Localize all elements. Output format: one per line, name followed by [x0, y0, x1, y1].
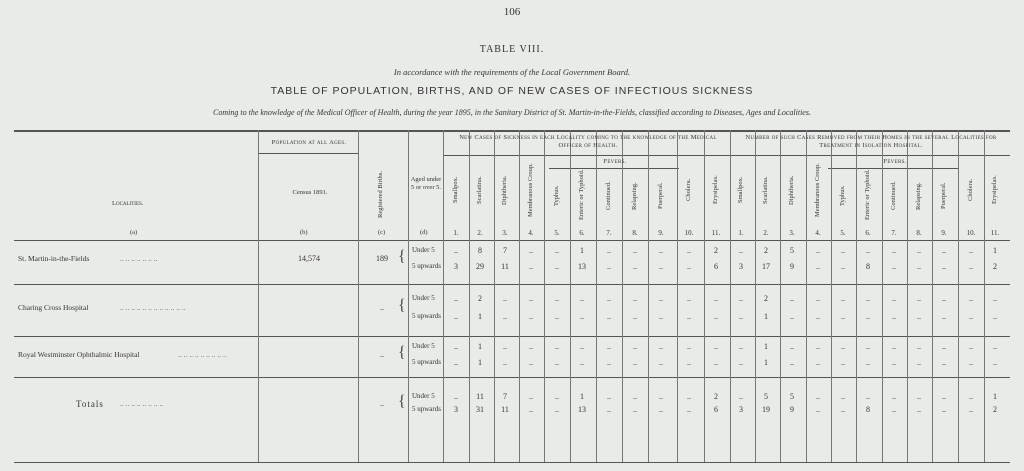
- case-royal-westminster-ophthalmic-hospital-under5-6: ..: [580, 342, 584, 351]
- removed-royal-westminster-ophthalmic-hospital-over5-10: ..: [969, 358, 973, 367]
- removed-charing-cross-hospital-under5-11: ..: [993, 294, 997, 303]
- fever-rule-cases: [549, 168, 679, 169]
- case-totals-over5-7: ..: [607, 405, 611, 414]
- removed-royal-westminster-ophthalmic-hospital-over5-11: ..: [993, 358, 997, 367]
- case-totals-over5-10: ..: [687, 405, 691, 414]
- locality-dots-charing-cross-hospital: .. .. .. .. .. .. .. .. .. .. .. ..: [120, 303, 186, 312]
- header-removed-puerperal: Puerperal.: [940, 182, 947, 210]
- header-removed-membranous-croup: Membranous Croup.: [814, 163, 821, 217]
- header-col-b: (b): [300, 229, 308, 236]
- removed-st-martin-in-the-fields-over5-5: ..: [841, 262, 845, 271]
- age-under5-st-martin-in-the-fields: Under 5: [412, 246, 435, 254]
- removed-totals-over5-1: 3: [739, 405, 743, 414]
- births-charing-cross-hospital: ..: [380, 303, 384, 312]
- header-case-cholera: Cholera.: [685, 178, 692, 202]
- removed-charing-cross-hospital-over5-11: ..: [993, 312, 997, 321]
- header-removed-typhus: Typhus.: [839, 185, 846, 207]
- case-royal-westminster-ophthalmic-hospital-over5-2: 1: [478, 358, 482, 367]
- removed-charing-cross-hospital-under5-1: ..: [739, 294, 743, 303]
- table-rule-1: [14, 377, 1010, 378]
- case-st-martin-in-the-fields-under5-5: ..: [555, 246, 559, 255]
- removed-st-martin-in-the-fields-under5-8: ..: [917, 246, 921, 255]
- case-royal-westminster-ophthalmic-hospital-under5-11: ..: [714, 342, 718, 351]
- case-charing-cross-hospital-under5-8: ..: [633, 294, 637, 303]
- locality-royal-westminster-ophthalmic-hospital: Royal Westminster Ophthalmic Hospital: [18, 350, 140, 359]
- case-totals-under5-9: ..: [659, 392, 663, 401]
- case-royal-westminster-ophthalmic-hospital-under5-9: ..: [659, 342, 663, 351]
- locality-dots-royal-westminster-ophthalmic-hospital: .. .. .. .. .. .. .. .. ..: [178, 350, 227, 359]
- case-st-martin-in-the-fields-under5-8: ..: [633, 246, 637, 255]
- removed-charing-cross-hospital-under5-6: ..: [866, 294, 870, 303]
- removed-st-martin-in-the-fields-under5-11: 1: [993, 246, 997, 255]
- case-totals-under5-1: ..: [454, 392, 458, 401]
- header-case-number-4: 4.: [528, 229, 534, 237]
- age-over5-charing-cross-hospital: 5 upwards: [412, 312, 441, 320]
- removed-charing-cross-hospital-over5-1: ..: [739, 312, 743, 321]
- removed-royal-westminster-ophthalmic-hospital-over5-8: ..: [917, 358, 921, 367]
- page-number: 106: [503, 6, 521, 18]
- removed-charing-cross-hospital-over5-10: ..: [969, 312, 973, 321]
- col-rule-0: [258, 130, 259, 462]
- header-removed: Number of such Cases Removed from their Homes in the several Localities for Treatment in Isolation Hospital.: [745, 134, 997, 149]
- header-removed-number-6: 6.: [865, 229, 871, 237]
- header-removed-diphtheria: Diphtheria.: [788, 175, 795, 205]
- header-case-number-5: 5.: [554, 229, 560, 237]
- case-charing-cross-hospital-over5-8: ..: [633, 312, 637, 321]
- header-removed-number-11: 11.: [990, 229, 1000, 237]
- removed-charing-cross-hospital-under5-9: ..: [942, 294, 946, 303]
- header-rule-pop: [258, 153, 358, 154]
- header-registered-births: Registered Births.: [377, 171, 384, 219]
- col-rule-2: [408, 130, 409, 462]
- removed-royal-westminster-ophthalmic-hospital-under5-1: ..: [739, 342, 743, 351]
- table-label: TABLE VIII.: [479, 44, 545, 55]
- header-case-number-7: 7.: [606, 229, 612, 237]
- case-st-martin-in-the-fields-over5-7: ..: [607, 262, 611, 271]
- case-st-martin-in-the-fields-under5-7: ..: [607, 246, 611, 255]
- removed-st-martin-in-the-fields-over5-3: 9: [790, 262, 794, 271]
- removed-royal-westminster-ophthalmic-hospital-under5-2: 1: [764, 342, 768, 351]
- case-charing-cross-hospital-over5-9: ..: [659, 312, 663, 321]
- case-st-martin-in-the-fields-under5-4: ..: [529, 246, 533, 255]
- header-rule-main: [14, 240, 1010, 241]
- removed-totals-under5-10: ..: [969, 392, 973, 401]
- case-charing-cross-hospital-under5-11: ..: [714, 294, 718, 303]
- header-case-enteric-or-typhoid: Enteric or Typhoid.: [578, 169, 585, 220]
- removed-charing-cross-hospital-under5-2: 2: [764, 294, 768, 303]
- removed-st-martin-in-the-fields-over5-6: 8: [866, 262, 870, 271]
- case-totals-over5-5: ..: [555, 405, 559, 414]
- removed-st-martin-in-the-fields-over5-1: 3: [739, 262, 743, 271]
- row-rule-1: [14, 284, 1010, 285]
- removed-st-martin-in-the-fields-under5-9: ..: [942, 246, 946, 255]
- case-charing-cross-hospital-over5-1: ..: [454, 312, 458, 321]
- header-removed-number-2: 2.: [763, 229, 769, 237]
- case-totals-under5-3: 7: [503, 392, 507, 401]
- removed-st-martin-in-the-fields-under5-4: ..: [816, 246, 820, 255]
- case-royal-westminster-ophthalmic-hospital-over5-9: ..: [659, 358, 663, 367]
- fever-rule-removed: [828, 168, 958, 169]
- removed-totals-over5-7: ..: [892, 405, 896, 414]
- removed-st-martin-in-the-fields-over5-2: 17: [762, 262, 770, 271]
- header-fevers-removed: Fevers.: [883, 158, 907, 165]
- header-case-erysipelas: Erysipelas.: [712, 175, 719, 205]
- subtitle: Coming to the knowledge of the Medical Officer of Health, during the year 1895, in the Sanitary District of St. Martin-in-the-Fields, classified according to Diseases, Ages and Localities.: [213, 108, 811, 117]
- header-case-diphtheria: Diphtheria.: [501, 175, 508, 205]
- removed-totals-under5-3: 5: [790, 392, 794, 401]
- case-totals-over5-6: 13: [578, 405, 586, 414]
- locality-dots-st-martin-in-the-fields: .. .. .. .. .. .. ..: [120, 254, 158, 263]
- removed-totals-under5-8: ..: [917, 392, 921, 401]
- case-st-martin-in-the-fields-under5-3: 7: [503, 246, 507, 255]
- brace-totals: {: [398, 392, 406, 410]
- removed-charing-cross-hospital-under5-8: ..: [917, 294, 921, 303]
- removed-totals-under5-9: ..: [942, 392, 946, 401]
- header-rule-cases: [443, 155, 730, 156]
- locality-dots-totals: .. .. .. .. .. .. .. ..: [120, 398, 164, 408]
- removed-charing-cross-hospital-over5-9: ..: [942, 312, 946, 321]
- header-case-puerperal: Puerperal.: [657, 182, 664, 210]
- removed-totals-over5-2: 19: [762, 405, 770, 414]
- header-case-typhus: Typhus.: [553, 185, 560, 207]
- header-case-scarlatina: Scarlatina.: [476, 176, 483, 204]
- case-st-martin-in-the-fields-under5-10: ..: [687, 246, 691, 255]
- case-charing-cross-hospital-over5-2: 1: [478, 312, 482, 321]
- header-removed-relapsing: Relapsing.: [915, 182, 922, 210]
- case-royal-westminster-ophthalmic-hospital-under5-8: ..: [633, 342, 637, 351]
- removed-totals-over5-10: ..: [969, 405, 973, 414]
- case-st-martin-in-the-fields-over5-2: 29: [476, 262, 484, 271]
- header-case-relapsing: Relapsing.: [631, 182, 638, 210]
- removed-charing-cross-hospital-over5-2: 1: [764, 312, 768, 321]
- table-rule-0: [14, 130, 1010, 132]
- removed-royal-westminster-ophthalmic-hospital-under5-8: ..: [917, 342, 921, 351]
- case-st-martin-in-the-fields-over5-11: 6: [714, 262, 718, 271]
- header-removed-number-10: 10.: [966, 229, 976, 237]
- removed-st-martin-in-the-fields-under5-6: ..: [866, 246, 870, 255]
- requirement-note: In accordance with the requirements of the Local Government Board.: [393, 67, 631, 77]
- removed-royal-westminster-ophthalmic-hospital-under5-11: ..: [993, 342, 997, 351]
- removed-totals-under5-11: 1: [993, 392, 997, 401]
- removed-totals-under5-6: ..: [866, 392, 870, 401]
- case-charing-cross-hospital-over5-3: ..: [503, 312, 507, 321]
- age-over5-totals: 5 upwards: [412, 405, 441, 413]
- case-st-martin-in-the-fields-over5-3: 11: [501, 262, 509, 271]
- case-st-martin-in-the-fields-under5-6: 1: [580, 246, 584, 255]
- case-royal-westminster-ophthalmic-hospital-under5-7: ..: [607, 342, 611, 351]
- header-removed-cholera: Cholera.: [967, 178, 974, 202]
- header-removed-continued: Continued.: [890, 181, 897, 211]
- case-royal-westminster-ophthalmic-hospital-over5-8: ..: [633, 358, 637, 367]
- header-case-number-6: 6.: [579, 229, 585, 237]
- case-totals-over5-1: 3: [454, 405, 458, 414]
- removed-charing-cross-hospital-under5-5: ..: [841, 294, 845, 303]
- age-over5-royal-westminster-ophthalmic-hospital: 5 upwards: [412, 358, 441, 366]
- births-st-martin-in-the-fields: 189: [376, 254, 388, 263]
- removed-totals-under5-1: ..: [739, 392, 743, 401]
- removed-totals-over5-8: ..: [917, 405, 921, 414]
- header-case-continued: Continued.: [605, 181, 612, 211]
- case-royal-westminster-ophthalmic-hospital-under5-3: ..: [503, 342, 507, 351]
- case-totals-over5-3: 11: [501, 405, 509, 414]
- removed-royal-westminster-ophthalmic-hospital-under5-4: ..: [816, 342, 820, 351]
- header-census: Census 1891.: [292, 189, 328, 196]
- case-charing-cross-hospital-under5-10: ..: [687, 294, 691, 303]
- case-st-martin-in-the-fields-under5-9: ..: [659, 246, 663, 255]
- age-under5-totals: Under 5: [412, 392, 435, 400]
- removed-royal-westminster-ophthalmic-hospital-over5-6: ..: [866, 358, 870, 367]
- case-charing-cross-hospital-under5-6: ..: [580, 294, 584, 303]
- header-removed-number-3: 3.: [789, 229, 795, 237]
- header-population: Population at all Ages.: [271, 139, 347, 146]
- removed-royal-westminster-ophthalmic-hospital-over5-5: ..: [841, 358, 845, 367]
- removed-st-martin-in-the-fields-under5-1: ..: [739, 246, 743, 255]
- removed-st-martin-in-the-fields-under5-7: ..: [892, 246, 896, 255]
- case-charing-cross-hospital-under5-5: ..: [555, 294, 559, 303]
- locality-st-martin-in-the-fields: St. Martin-in-the-Fields: [18, 254, 90, 263]
- removed-royal-westminster-ophthalmic-hospital-over5-7: ..: [892, 358, 896, 367]
- census-st-martin-in-the-fields: 14,574: [298, 254, 320, 263]
- removed-st-martin-in-the-fields-under5-10: ..: [969, 246, 973, 255]
- case-totals-over5-8: ..: [633, 405, 637, 414]
- removed-royal-westminster-ophthalmic-hospital-over5-2: 1: [764, 358, 768, 367]
- case-st-martin-in-the-fields-over5-10: ..: [687, 262, 691, 271]
- case-totals-over5-4: ..: [529, 405, 533, 414]
- case-royal-westminster-ophthalmic-hospital-under5-2: 1: [478, 342, 482, 351]
- locality-totals: Totals: [76, 398, 104, 409]
- header-removed-smallpox: Smallpox.: [737, 176, 744, 204]
- removed-charing-cross-hospital-over5-4: ..: [816, 312, 820, 321]
- case-royal-westminster-ophthalmic-hospital-under5-10: ..: [687, 342, 691, 351]
- header-case-number-2: 2.: [477, 229, 483, 237]
- case-totals-over5-2: 31: [476, 405, 484, 414]
- header-col-c: (c): [378, 229, 386, 236]
- case-totals-over5-11: 6: [714, 405, 718, 414]
- removed-charing-cross-hospital-over5-5: ..: [841, 312, 845, 321]
- removed-royal-westminster-ophthalmic-hospital-under5-3: ..: [790, 342, 794, 351]
- locality-charing-cross-hospital: Charing Cross Hospital: [18, 303, 89, 312]
- removed-royal-westminster-ophthalmic-hospital-over5-9: ..: [942, 358, 946, 367]
- case-totals-under5-11: 2: [714, 392, 718, 401]
- removed-royal-westminster-ophthalmic-hospital-under5-6: ..: [866, 342, 870, 351]
- case-totals-under5-4: ..: [529, 392, 533, 401]
- removed-st-martin-in-the-fields-over5-9: ..: [942, 262, 946, 271]
- header-removed-enteric-or-typhoid: Enteric or Typhoid.: [864, 169, 871, 220]
- header-case-number-1: 1.: [453, 229, 459, 237]
- header-removed-number-7: 7.: [891, 229, 897, 237]
- removed-st-martin-in-the-fields-over5-4: ..: [816, 262, 820, 271]
- removed-royal-westminster-ophthalmic-hospital-under5-10: ..: [969, 342, 973, 351]
- case-charing-cross-hospital-over5-11: ..: [714, 312, 718, 321]
- removed-st-martin-in-the-fields-under5-5: ..: [841, 246, 845, 255]
- case-st-martin-in-the-fields-over5-4: ..: [529, 262, 533, 271]
- births-royal-westminster-ophthalmic-hospital: ..: [380, 350, 384, 359]
- case-totals-over5-9: ..: [659, 405, 663, 414]
- case-royal-westminster-ophthalmic-hospital-under5-4: ..: [529, 342, 533, 351]
- removed-st-martin-in-the-fields-under5-2: 2: [764, 246, 768, 255]
- case-charing-cross-hospital-under5-2: 2: [478, 294, 482, 303]
- case-totals-under5-6: 1: [580, 392, 584, 401]
- header-aged: Aged under 5 or over 5.: [410, 176, 442, 191]
- case-totals-under5-2: 11: [476, 392, 484, 401]
- removed-charing-cross-hospital-over5-6: ..: [866, 312, 870, 321]
- case-royal-westminster-ophthalmic-hospital-over5-11: ..: [714, 358, 718, 367]
- case-st-martin-in-the-fields-under5-2: 8: [478, 246, 482, 255]
- case-royal-westminster-ophthalmic-hospital-over5-10: ..: [687, 358, 691, 367]
- header-removed-number-9: 9.: [941, 229, 947, 237]
- header-case-number-11: 11.: [711, 229, 721, 237]
- header-rule-removed: [730, 155, 1010, 156]
- removed-charing-cross-hospital-under5-4: ..: [816, 294, 820, 303]
- case-totals-under5-7: ..: [607, 392, 611, 401]
- case-royal-westminster-ophthalmic-hospital-under5-5: ..: [555, 342, 559, 351]
- header-case-membranous-croup: Membranous Croup.: [527, 163, 534, 217]
- brace-st-martin-in-the-fields: {: [398, 248, 406, 265]
- case-st-martin-in-the-fields-under5-1: ..: [454, 246, 458, 255]
- brace-charing-cross-hospital: {: [398, 297, 406, 314]
- case-charing-cross-hospital-over5-7: ..: [607, 312, 611, 321]
- header-removed-number-5: 5.: [840, 229, 846, 237]
- case-royal-westminster-ophthalmic-hospital-over5-7: ..: [607, 358, 611, 367]
- header-removed-number-4: 4.: [815, 229, 821, 237]
- removed-st-martin-in-the-fields-over5-10: ..: [969, 262, 973, 271]
- case-charing-cross-hospital-over5-4: ..: [529, 312, 533, 321]
- removed-totals-over5-4: ..: [816, 405, 820, 414]
- removed-totals-over5-11: 2: [993, 405, 997, 414]
- case-totals-under5-5: ..: [555, 392, 559, 401]
- header-removed-number-1: 1.: [738, 229, 744, 237]
- case-charing-cross-hospital-over5-6: ..: [580, 312, 584, 321]
- case-charing-cross-hospital-under5-9: ..: [659, 294, 663, 303]
- header-new-cases: New Cases of Sickness in each Locality coming to the knowledge of the Medical Officer of Health.: [459, 134, 717, 149]
- removed-royal-westminster-ophthalmic-hospital-over5-1: ..: [739, 358, 743, 367]
- removed-charing-cross-hospital-under5-3: ..: [790, 294, 794, 303]
- case-royal-westminster-ophthalmic-hospital-over5-1: ..: [454, 358, 458, 367]
- header-localities: Localities.: [112, 200, 144, 207]
- age-under5-charing-cross-hospital: Under 5: [412, 294, 435, 302]
- case-charing-cross-hospital-over5-5: ..: [555, 312, 559, 321]
- case-charing-cross-hospital-under5-1: ..: [454, 294, 458, 303]
- case-totals-under5-10: ..: [687, 392, 691, 401]
- removed-charing-cross-hospital-over5-3: ..: [790, 312, 794, 321]
- age-over5-st-martin-in-the-fields: 5 upwards: [412, 262, 441, 270]
- case-charing-cross-hospital-over5-10: ..: [687, 312, 691, 321]
- removed-st-martin-in-the-fields-under5-3: 5: [790, 246, 794, 255]
- case-totals-under5-8: ..: [633, 392, 637, 401]
- removed-totals-under5-2: 5: [764, 392, 768, 401]
- brace-royal-westminster-ophthalmic-hospital: {: [398, 344, 406, 361]
- header-removed-scarlatina: Scarlatina.: [762, 176, 769, 204]
- main-title: TABLE OF POPULATION, BIRTHS, AND OF NEW CASES OF INFECTIOUS SICKNESS: [270, 85, 754, 97]
- header-removed-number-8: 8.: [916, 229, 922, 237]
- header-case-number-9: 9.: [658, 229, 664, 237]
- header-removed-erysipelas: Erysipelas.: [991, 175, 998, 205]
- case-st-martin-in-the-fields-over5-1: 3: [454, 262, 458, 271]
- case-charing-cross-hospital-under5-7: ..: [607, 294, 611, 303]
- header-case-number-10: 10.: [684, 229, 694, 237]
- removed-royal-westminster-ophthalmic-hospital-under5-5: ..: [841, 342, 845, 351]
- header-col-a: (a): [130, 229, 138, 236]
- header-fevers-cases: Fevers.: [603, 158, 627, 165]
- removed-totals-over5-5: ..: [841, 405, 845, 414]
- header-case-smallpox: Smallpox.: [452, 176, 459, 204]
- case-st-martin-in-the-fields-over5-6: 13: [578, 262, 586, 271]
- removed-st-martin-in-the-fields-over5-8: ..: [917, 262, 921, 271]
- age-under5-royal-westminster-ophthalmic-hospital: Under 5: [412, 342, 435, 350]
- case-st-martin-in-the-fields-under5-11: 2: [714, 246, 718, 255]
- table-rule-2: [14, 462, 1010, 463]
- removed-royal-westminster-ophthalmic-hospital-under5-9: ..: [942, 342, 946, 351]
- removed-st-martin-in-the-fields-over5-11: 2: [993, 262, 997, 271]
- removed-totals-under5-7: ..: [892, 392, 896, 401]
- header-case-number-3: 3.: [502, 229, 508, 237]
- header-case-number-8: 8.: [632, 229, 638, 237]
- header-col-d: (d): [420, 229, 428, 236]
- case-royal-westminster-ophthalmic-hospital-over5-5: ..: [555, 358, 559, 367]
- removed-charing-cross-hospital-over5-7: ..: [892, 312, 896, 321]
- removed-totals-over5-3: 9: [790, 405, 794, 414]
- case-st-martin-in-the-fields-over5-8: ..: [633, 262, 637, 271]
- col-rule-1: [358, 130, 359, 462]
- row-rule-2: [14, 336, 1010, 337]
- removed-royal-westminster-ophthalmic-hospital-over5-3: ..: [790, 358, 794, 367]
- removed-totals-over5-9: ..: [942, 405, 946, 414]
- case-st-martin-in-the-fields-over5-9: ..: [659, 262, 663, 271]
- removed-totals-under5-4: ..: [816, 392, 820, 401]
- removed-totals-under5-5: ..: [841, 392, 845, 401]
- case-royal-westminster-ophthalmic-hospital-under5-1: ..: [454, 342, 458, 351]
- births-totals: ..: [380, 398, 384, 408]
- removed-st-martin-in-the-fields-over5-7: ..: [892, 262, 896, 271]
- removed-charing-cross-hospital-under5-7: ..: [892, 294, 896, 303]
- case-royal-westminster-ophthalmic-hospital-over5-4: ..: [529, 358, 533, 367]
- removed-charing-cross-hospital-over5-8: ..: [917, 312, 921, 321]
- removed-charing-cross-hospital-under5-10: ..: [969, 294, 973, 303]
- case-royal-westminster-ophthalmic-hospital-over5-6: ..: [580, 358, 584, 367]
- case-st-martin-in-the-fields-over5-5: ..: [555, 262, 559, 271]
- case-royal-westminster-ophthalmic-hospital-over5-3: ..: [503, 358, 507, 367]
- removed-totals-over5-6: 8: [866, 405, 870, 414]
- removed-royal-westminster-ophthalmic-hospital-under5-7: ..: [892, 342, 896, 351]
- removed-royal-westminster-ophthalmic-hospital-over5-4: ..: [816, 358, 820, 367]
- case-charing-cross-hospital-under5-3: ..: [503, 294, 507, 303]
- case-charing-cross-hospital-under5-4: ..: [529, 294, 533, 303]
